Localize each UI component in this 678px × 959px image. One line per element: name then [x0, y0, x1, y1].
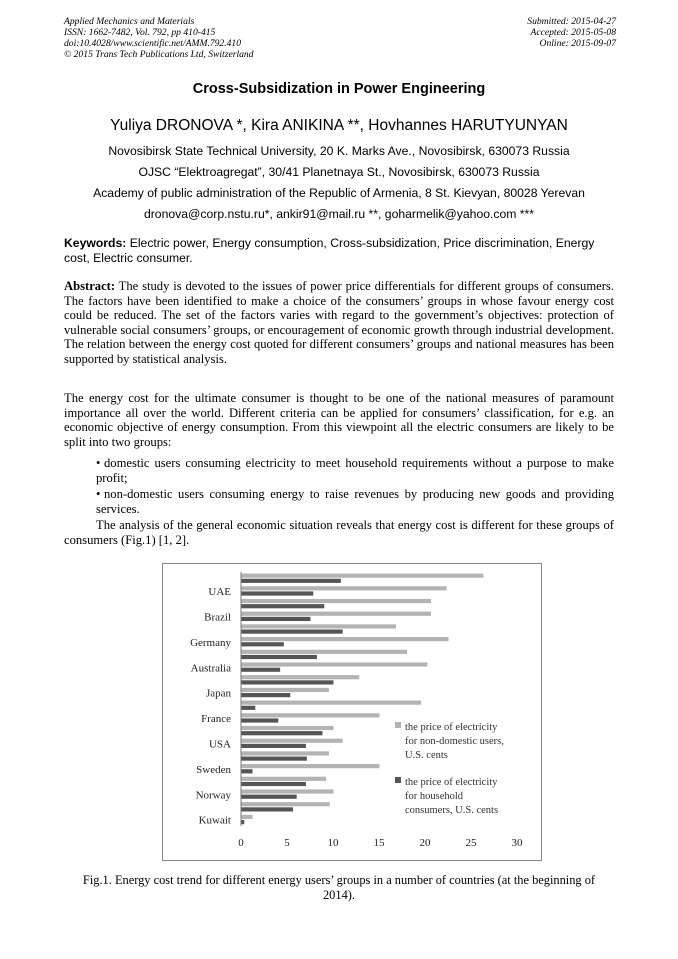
bar-household — [242, 591, 314, 595]
category-label: Kuwait — [198, 814, 231, 827]
author-list: Yuliya DRONOVA *, Kira ANIKINA **, Hovhannes HARUTYUNYAN — [110, 117, 568, 134]
abstract-label: Abstract: — [64, 279, 116, 293]
x-tick-label: 20 — [419, 837, 431, 849]
bar-non-domestic — [242, 574, 484, 578]
submission-dates — [527, 16, 616, 49]
category-label: Sweden — [196, 763, 231, 776]
bullet-icon: • — [96, 456, 101, 470]
bar-non-domestic — [242, 751, 329, 755]
body-paragraph-1: The energy cost for the ultimate consumer is thought to be one of the national measures of paramount importance all over the world. Different criteria can be applied for consumers’ classification, for e.g. an economic objective of energy consumption. From this viewpoint all the electric consumers are likely to be split into two groups: — [64, 391, 614, 449]
bar-household — [242, 604, 325, 608]
bar-non-domestic — [242, 777, 327, 781]
bar-household — [242, 757, 307, 761]
bar-household — [242, 617, 311, 621]
figure-caption: Fig.1. Energy cost trend for different energy users’ groups in a number of countries (at the beginning of 2014). — [82, 873, 596, 902]
bar-household — [242, 680, 334, 684]
bar-household — [242, 668, 281, 672]
bullet-item-2 — [96, 487, 614, 516]
figure-energy-cost-chart — [162, 563, 542, 861]
bar-non-domestic — [242, 612, 432, 616]
legend-text: U.S. cents — [405, 750, 448, 761]
abstract — [64, 279, 614, 367]
affiliation-1: Novosibirsk State Technical University, 20 K. Marks Ave., Novosibirsk, 630073 Russia — [108, 144, 570, 158]
legend-swatch-non-domestic — [395, 722, 401, 728]
x-tick-label: 5 — [284, 837, 290, 849]
bar-non-domestic — [242, 599, 432, 603]
affiliation-2: OJSC “Elektroagregat”, 30/41 Planetnaya St., Novosibirsk, 630073 Russia — [138, 165, 540, 179]
bar-non-domestic — [242, 637, 449, 641]
bar-household — [242, 718, 279, 722]
bullet-text-1: domestic users consuming electricity to meet household requirements without a purpose to make profit; — [96, 456, 614, 485]
legend-text: for household — [405, 791, 464, 802]
bar-household — [242, 744, 306, 748]
affiliation-3: Academy of public administration of the Republic of Armenia, 8 St. Kievyan, 80028 Yerevan — [93, 186, 585, 200]
bar-household — [242, 731, 323, 735]
category-label: Australia — [190, 662, 231, 675]
bar-household — [242, 642, 284, 646]
submitted-date: Submitted: 2015-04-27 — [527, 16, 616, 27]
bar-household — [242, 795, 297, 799]
bar-non-domestic — [242, 726, 334, 730]
bar-household — [242, 630, 343, 634]
abstract-text: The study is devoted to the issues of power price differentials for different groups of consumers. The factors have been identified to make a choice of the consumers’ groups in whose favour energy cost could be reduced. The set of the factors varies with regard to the government’s objectives: protection of vulnerable social consumers’ groups, or encouragement of economic growth through industrial development. The relation between the energy cost quoted for different consumers’ groups and national measures has been supported by statistical analysis. — [64, 279, 614, 366]
bar-household — [242, 807, 294, 811]
keywords-label: Keywords: — [64, 236, 127, 250]
bar-non-domestic — [242, 764, 380, 768]
category-label: UAE — [208, 586, 231, 599]
bar-non-domestic — [242, 675, 360, 679]
body-paragraph-2: The analysis of the general economic situation reveals that energy cost is different for these groups of consumers (Fig.1) [1, 2]. — [64, 518, 614, 547]
legend-text: for non-domestic users, — [405, 736, 504, 747]
x-tick-label: 25 — [465, 837, 477, 849]
x-tick-label: 30 — [511, 837, 523, 849]
bar-non-domestic — [242, 713, 380, 717]
bar-household — [242, 706, 256, 710]
x-tick-label: 15 — [373, 837, 385, 849]
keywords — [64, 236, 614, 265]
category-label: Germany — [190, 636, 231, 649]
bullet-text-2: non-domestic users consuming energy to raise revenues by producing new goods and providing services. — [96, 487, 614, 516]
journal-issn: ISSN: 1662-7482, Vol. 792, pp 410-415 — [64, 27, 216, 38]
bar-non-domestic — [242, 688, 329, 692]
bar-non-domestic — [242, 802, 330, 806]
bar-household — [242, 820, 245, 824]
bar-household — [242, 693, 291, 697]
bar-household — [242, 579, 341, 583]
category-label: Japan — [205, 687, 231, 700]
x-tick-label: 0 — [238, 837, 244, 849]
legend-text: the price of electricity — [405, 722, 498, 733]
bar-non-domestic — [242, 789, 334, 793]
bar-non-domestic — [242, 650, 408, 654]
bullet-icon: • — [96, 487, 101, 501]
bar-household — [242, 782, 306, 786]
bar-non-domestic — [242, 701, 421, 705]
paper-title: Cross-Subsidization in Power Engineering — [192, 81, 486, 97]
bar-non-domestic — [242, 662, 428, 666]
bar-chart — [163, 564, 541, 860]
journal-doi: doi:10.4028/www.scientific.net/AMM.792.410 — [64, 38, 242, 49]
bar-non-domestic — [242, 624, 397, 628]
x-tick-label: 10 — [327, 837, 339, 849]
legend-swatch-household — [395, 777, 401, 783]
keywords-text: Electric power, Energy consumption, Cross-subsidization, Price discrimination, Energy cost, Electric consumer. — [64, 236, 595, 265]
online-date: Online: 2015-09-07 — [539, 38, 616, 49]
category-label: France — [201, 713, 231, 726]
category-label: Brazil — [204, 611, 231, 624]
bar-non-domestic — [242, 586, 447, 590]
category-label: Norway — [195, 789, 231, 802]
bar-household — [242, 769, 253, 773]
bar-household — [242, 655, 317, 659]
legend-text: consumers, U.S. cents — [405, 805, 499, 816]
journal-copyright: © 2015 Trans Tech Publications Ltd, Switzerland — [64, 49, 254, 60]
bar-non-domestic — [242, 739, 343, 743]
category-label: USA — [208, 738, 231, 751]
accepted-date: Accepted: 2015-05-08 — [530, 27, 616, 38]
bar-non-domestic — [242, 815, 253, 819]
legend-text: the price of electricity — [405, 777, 498, 788]
author-emails: dronova@corp.nstu.ru*, ankir91@mail.ru **, goharmelik@yahoo.com *** — [143, 207, 535, 221]
journal-name: Applied Mechanics and Materials — [64, 16, 195, 27]
journal-metadata — [64, 16, 254, 60]
bullet-item-1 — [96, 456, 614, 485]
